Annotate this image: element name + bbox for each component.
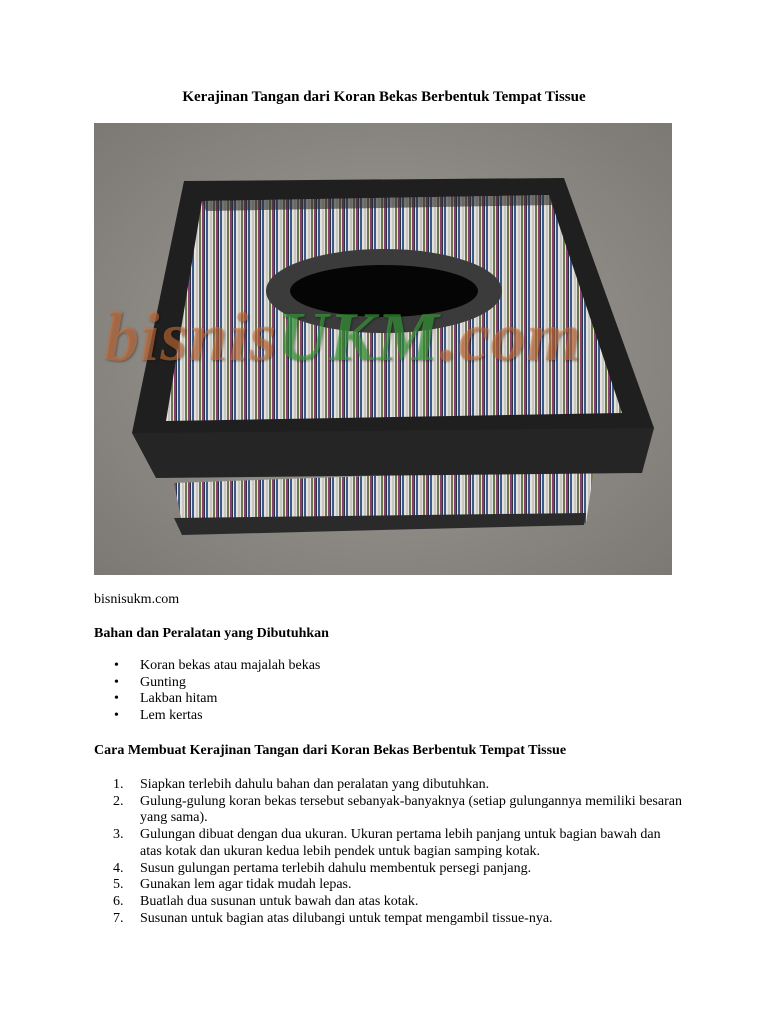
step-item xyxy=(94,827,684,860)
page-title: Kerajinan Tangan dari Koran Bekas Berbentuk Tempat Tissue xyxy=(182,89,586,105)
materials-list xyxy=(94,658,320,725)
step-number: 3. xyxy=(113,827,124,843)
step-number: 2. xyxy=(113,793,124,809)
step-text: Siapkan terlebih dahulu bahan dan peralatan yang dibutuhkan. xyxy=(140,777,490,792)
step-text: Susunan untuk bagian atas dilubangi untuk tempat mengambil tissue-nya. xyxy=(140,910,553,926)
step-number: 6. xyxy=(113,893,124,909)
step-item xyxy=(94,894,684,911)
step-number: 4. xyxy=(113,860,124,876)
steps-heading: Cara Membuat Kerajinan Tangan dari Koran Bekas Berbentuk Tempat Tissue xyxy=(94,743,567,758)
step-item xyxy=(94,911,684,928)
step-item xyxy=(94,794,684,827)
step-number: 7. xyxy=(113,910,124,926)
list-item: • Koran bekas atau majalah bekas xyxy=(94,658,320,675)
step-number: 1. xyxy=(113,777,124,792)
step-item xyxy=(94,877,684,894)
list-item: • Gunting xyxy=(94,675,320,692)
image-caption: bisnisukm.com xyxy=(94,592,180,607)
watermark: bisnisUKM.com xyxy=(104,299,582,376)
step-number: 5. xyxy=(113,877,124,893)
step-text: Buatlah dua susunan untuk bawah dan atas kotak. xyxy=(140,893,419,909)
step-text: Gulungan dibuat dengan dua ukuran. Ukuran pertama lebih panjang untuk bagian bawah dan atas kotak dan ukuran kedua lebih pendek untuk bagian samping kotak. xyxy=(140,827,661,859)
step-item xyxy=(94,777,684,794)
materials-heading: Bahan dan Peralatan yang Dibutuhkan xyxy=(94,626,329,641)
step-item xyxy=(94,861,684,878)
tissue-box-photo xyxy=(94,123,672,575)
list-item: • Lem kertas xyxy=(94,708,320,725)
list-item: • Lakban hitam xyxy=(94,691,320,708)
steps-list xyxy=(94,777,684,927)
step-text: Gunakan lem agar tidak mudah lepas. xyxy=(140,877,352,893)
step-text: Susun gulungan pertama terlebih dahulu membentuk persegi panjang. xyxy=(140,860,532,876)
step-text: Gulung-gulung koran bekas tersebut sebanyak-banyaknya (setiap gulungannya memiliki besaran yang sama). xyxy=(140,793,682,826)
